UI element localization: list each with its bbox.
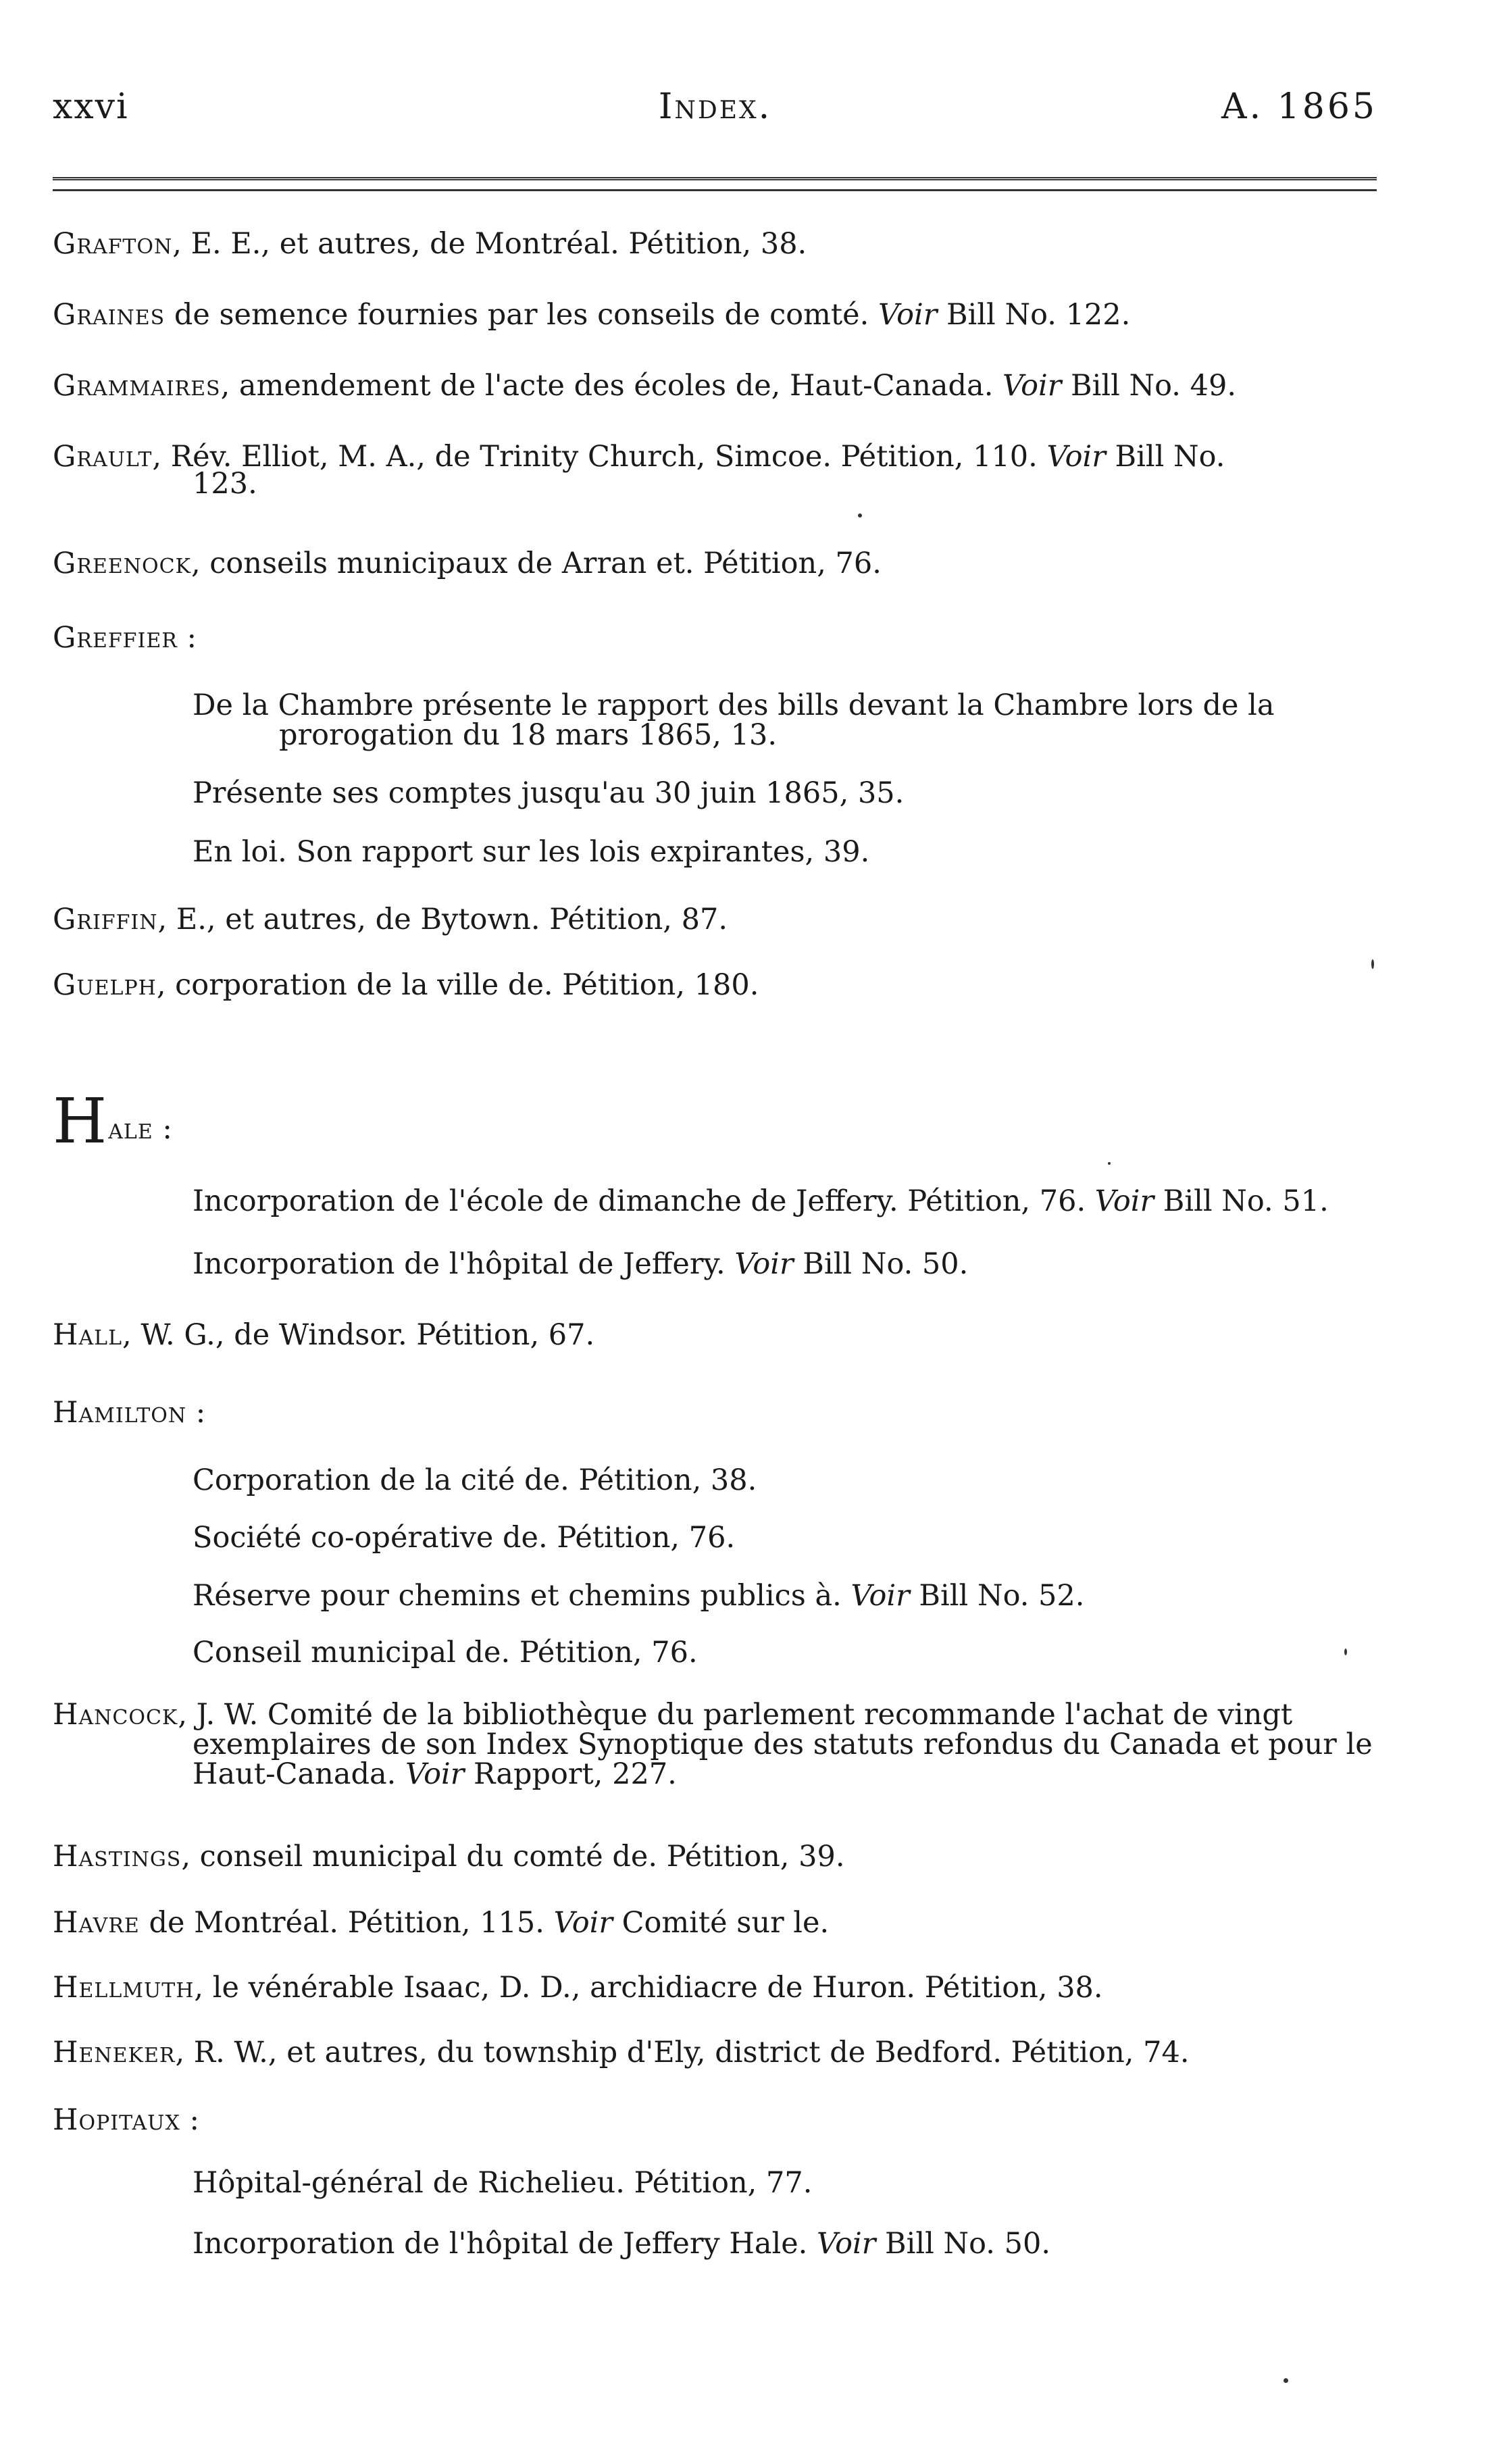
sub-entry-text: Incorporation de l'hôpital de Jeffery Hale.	[193, 2227, 817, 2261]
entry-headword: Greenock	[53, 547, 191, 580]
voir-reference: Voir	[1002, 369, 1062, 403]
entry-text: de semence fournies par les conseils de comté.	[165, 298, 878, 332]
index-entry-greenock	[53, 546, 1377, 581]
entry-text: :	[177, 621, 197, 655]
sub-entry-text: Incorporation de l'hôpital de Jeffery.	[193, 1247, 735, 1281]
year-label: A. 1865	[1221, 86, 1377, 127]
entry-text: , conseils municipaux de Arran et. Pétition, 76.	[190, 547, 882, 580]
entry-headword: Heneker	[53, 2036, 176, 2069]
voir-reference: Voir	[817, 2227, 876, 2261]
sub-entry	[193, 1520, 1377, 1555]
index-entry-guelph	[53, 967, 1377, 1003]
scan-speck	[858, 513, 862, 518]
index-entry-hamilton	[53, 1395, 1377, 1430]
voir-reference: Voir	[878, 298, 938, 332]
page-title: Index.	[658, 86, 772, 127]
sub-entry-continuation	[279, 718, 1463, 753]
entry-text: Bill No.	[1105, 440, 1225, 474]
sub-entry	[193, 1463, 1377, 1498]
sub-entry-text: Hôpital-général de Richelieu. Pétition, 77.	[193, 2166, 813, 2200]
entry-text: , E., et autres, de Bytown. Pétition, 87.	[157, 903, 728, 936]
entry-text: :	[180, 2103, 199, 2137]
entry-headword: Hastings	[53, 1840, 182, 1874]
sub-entry-text: Société co-opérative de. Pétition, 76.	[193, 1521, 736, 1555]
entry-headword: Grafton	[53, 227, 173, 261]
index-entry-grafton	[53, 226, 1377, 261]
entry-text: , J. W. Comité de la bibliothèque du parlement recommande l'achat de vingt	[178, 1698, 1293, 1732]
entry-text: Haut-Canada.	[193, 1757, 406, 1791]
index-entry-heneker	[53, 2035, 1377, 2070]
entry-text: , Rév. Elliot, M. A., de Trinity Church, Simcoe. Pétition, 110.	[152, 440, 1047, 474]
running-head	[53, 80, 1377, 134]
index-entry-havre	[53, 1905, 1377, 1940]
sub-entry	[193, 1578, 1377, 1613]
entry-headword: Hellmuth	[53, 1971, 195, 2005]
sub-entry	[193, 2226, 1377, 2261]
sub-entry	[193, 2165, 1377, 2201]
sub-entry	[193, 1184, 1377, 1219]
sub-entry	[193, 1635, 1377, 1670]
entry-text: :	[186, 1396, 206, 1430]
sub-entry	[193, 1247, 1377, 1282]
index-entry-graines	[53, 297, 1377, 332]
sub-entry-text: Bill No. 50.	[875, 2227, 1051, 2261]
index-entry-hellmuth	[53, 1970, 1377, 2005]
section-letter: H	[53, 1085, 107, 1157]
sub-entry-text: Bill No. 50.	[793, 1247, 969, 1281]
entry-headword: Hancock	[53, 1698, 178, 1732]
entry-headword: Greffier	[53, 621, 178, 655]
index-entry-griffin	[53, 902, 1377, 937]
entry-headword: Guelph	[53, 968, 157, 1002]
entry-headword: Grault	[53, 440, 153, 474]
index-entry-greffier	[53, 620, 1377, 655]
entry-headword: ale	[108, 1112, 153, 1146]
scan-speck	[1344, 1649, 1347, 1655]
voir-reference: Voir	[553, 1906, 613, 1940]
index-entry-hopitaux	[53, 2103, 1377, 2138]
entry-text: , E. E., et autres, de Montréal. Pétition, 38.	[172, 227, 807, 261]
sub-entry-text: Incorporation de l'école de dimanche de Jeffery. Pétition, 76.	[193, 1184, 1095, 1218]
voir-reference: Voir	[1046, 440, 1106, 474]
entry-text: , corporation de la ville de. Pétition, 180.	[156, 968, 759, 1002]
voir-reference: Voir	[405, 1757, 465, 1791]
index-entry-hale	[53, 1085, 1377, 1157]
entry-text: , amendement de l'acte des écoles de, Haut-Canada.	[220, 369, 1003, 403]
entry-headword: Havre	[53, 1906, 140, 1940]
page-number: xxvi	[53, 86, 129, 127]
sub-entry-text: Bill No. 52.	[909, 1579, 1085, 1613]
sub-entry-text: Conseil municipal de. Pétition, 76.	[193, 1636, 698, 1669]
sub-entry	[193, 834, 1377, 870]
index-entry-grault	[53, 439, 1377, 501]
sub-entry-text: Présente ses comptes jusqu'au 30 juin 1865, 35.	[193, 776, 905, 810]
entry-headword: Grammaires	[53, 369, 221, 403]
entry-text: exemplaires de son Index Synoptique des statuts refondus du Canada et pour le	[193, 1728, 1373, 1761]
sub-entry-text: En loi. Son rapport sur les lois expirantes, 39.	[193, 835, 870, 869]
sub-entry	[193, 776, 1377, 811]
header-rule-double	[53, 177, 1377, 180]
index-entry-hall	[53, 1317, 1377, 1353]
entry-text: de Montréal. Pétition, 115.	[139, 1906, 554, 1940]
entry-text: Rapport, 227.	[464, 1757, 677, 1791]
scan-speck	[1284, 2378, 1288, 2383]
entry-continuation: 123.	[193, 467, 257, 501]
entry-headword: Hall	[53, 1318, 123, 1352]
entry-text: , conseil municipal du comté de. Pétition, 39.	[181, 1840, 845, 1874]
entry-text: Bill No. 122.	[937, 298, 1131, 332]
index-entry-hastings	[53, 1839, 1377, 1874]
index-entry-grammaires	[53, 368, 1377, 403]
entry-text: , W. G., de Windsor. Pétition, 67.	[122, 1318, 595, 1352]
scan-speck	[1108, 1162, 1111, 1165]
entry-headword: Graines	[53, 298, 166, 332]
sub-entry-text: Bill No. 51.	[1154, 1184, 1329, 1218]
entry-continuation	[193, 1757, 1377, 1792]
scan-speck	[1371, 959, 1374, 969]
sub-entry-text: Corporation de la cité de. Pétition, 38.	[193, 1463, 757, 1497]
sub-entry-text: De la Chambre présente le rapport des bills devant la Chambre lors de la	[193, 688, 1275, 722]
header-rule-single	[53, 189, 1377, 191]
entry-text: :	[153, 1112, 172, 1146]
voir-reference: Voir	[1094, 1184, 1154, 1218]
sub-entry-text: Réserve pour chemins et chemins publics à.	[193, 1579, 851, 1613]
voir-reference: Voir	[850, 1579, 910, 1613]
voir-reference: Voir	[734, 1247, 794, 1281]
entry-headword: Hamilton	[53, 1396, 187, 1430]
entry-headword: Griffin	[53, 903, 158, 936]
entry-text: Bill No. 49.	[1061, 369, 1237, 403]
entry-headword: Hopitaux	[53, 2103, 180, 2137]
entry-text: Comité sur le.	[612, 1906, 830, 1940]
sub-entry-text: prorogation du 18 mars 1865, 13.	[279, 718, 777, 752]
entry-text: , le vénérable Isaac, D. D., archidiacre de Huron. Pétition, 38.	[194, 1971, 1103, 2005]
entry-text: , R. W., et autres, du township d'Ely, district de Bedford. Pétition, 74.	[175, 2036, 1190, 2069]
